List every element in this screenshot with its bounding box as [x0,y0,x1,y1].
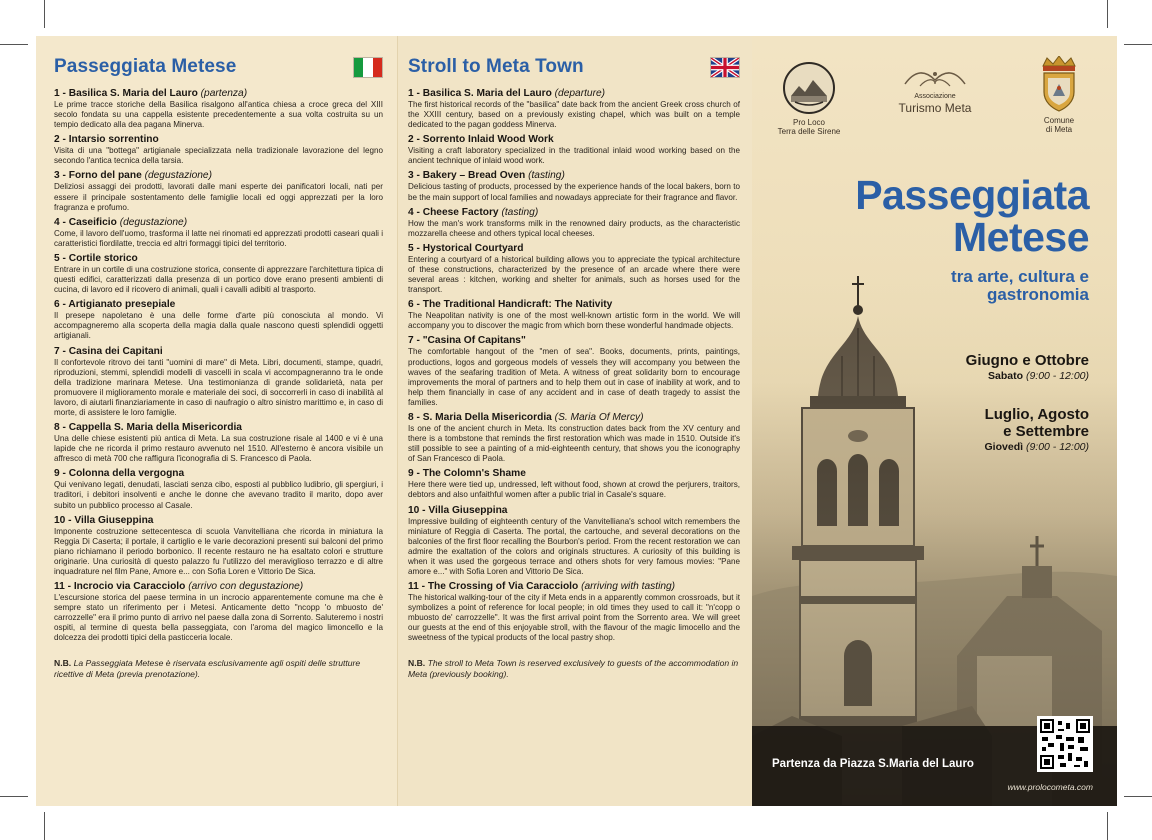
cover-title: Passeggiata Metese [855,172,1089,260]
website-link[interactable]: www.prolocometa.com [1007,782,1093,792]
route-stop-description: Is one of the ancient church in Meta. Its construction dates back from the XV century and there is a tombstone that reminds the first restoration which was made in 1510. Outside it's still possible to see a painting of a mid-eighteenth century, that shows you the iconography of San Francesco di Paola. [408,423,740,464]
english-note: N.B. The stroll to Meta Town is reserved exclusively to guests of the accommodation in Meta (previously booking). [408,657,739,679]
route-stop-title: 9 - Colonna della vergogna [54,468,185,480]
route-stop [54,88,383,130]
route-stop-title: 10 - Villa Giuseppina [54,514,154,526]
route-stop [54,134,383,166]
crop-mark [44,812,45,840]
route-stop-description: Una delle chiese esistenti più antica di Meta. La sua costruzione risale al 1400 e vi è una lapide che ne ricorda il primo restauro avvenuto nel 1510. All'esterno è ancora visibile un affresco di metà 700 che raffigura l'iconografia di S. Francesco di Paola. [54,434,383,464]
uk-flag-icon [710,57,740,78]
proloco-logo: Pro Loco Terra delle Sirene [774,62,844,136]
route-stop-description: Il confortevole ritrovo dei tanti "uomini di mare" di Meta. Libri, documenti, stampe, quadri, riproduzioni, stemmi, splendidi modelli di vascelli in scala vi accompagneranno tra le onde della tradizione marinara Metese. Una testimonianza di grande solidarietà, nata per promuovere il miglioramento morale e materiale dei soci, di soccorrerli in caso di inabilità al lavoro, di aiutarli finanziariamente in caso di naufragio o altro sinistro marittimo e, in caso di morte, di assistere le loro famiglie. [54,357,383,417]
crop-mark [1124,796,1152,797]
route-stop-title: 1 - Basilica S. Maria del Lauro (departure) [408,88,606,99]
cover-panel [752,36,1117,806]
route-stop-description: Impressive building of eighteenth century of the Vanvitelliana's school witch remembers the miniature of Reggia di Caserta. The portal, the cartouche, and several decorations on the balconies of the first floor recalling the Bourbon's period. From the recent restoration we can admire the exaltation of the colors and originals structures. A curiosity of this building is when it was used the gorgeous terrace and others shots for very famous movies: "Pane amore e..." with Sofia Loren and Vittorio De Sica. [408,516,740,576]
route-stop-title: 5 - Cortile storico [54,252,138,264]
route-stop-description: Imponente costruzione settecentesca di scuola Vanvitelliana che ricorda in miniatura la Reggia Di Caserta; il portale, il cartiglio e le varie decorazioni presenti sui balconi del primo piano richiamano il periodo borbonico. Il recente restauro ne ha esaltato colori e strutture originarie. Una curiosità di questo palazzo fu l'utilizzo del meraviglioso terrazzo e di altre inquadrature nel film Pane, Amore e... con Sofia Loren e Vittorio De Sica. [54,526,383,576]
english-title: Stroll to Meta Town [408,56,584,77]
italian-header [54,50,383,84]
comune-logo: Comune di Meta [1028,56,1090,134]
route-stop [408,170,740,202]
route-stop-description: Delicious tasting of products, processed by the experience hands of the local bakers, born to be the main support of local families and nowadays appreciate for their fragrance and flavor. [408,182,740,202]
ornament-icon [900,68,970,90]
italian-column [36,36,398,806]
route-stop-title: 11 - The Crossing of Via Caracciolo (arriving with tasting) [408,581,676,593]
route-stop [408,468,740,500]
crop-mark [1124,44,1152,45]
route-stop-title: 8 - Cappella S. Maria della Misericordia [54,422,242,434]
route-stop-title: 3 - Forno del pane (degustazione) [54,170,212,182]
route-stop [54,170,383,212]
route-stop-description: L'escursione storica del paese termina in un incrocio apparentemente comune ma che è sempre stato un riferimento per i Metesi. Anticamente detto "ncopp 'o mbuosto de' carrozzelle" era il primo punto di arrivo nel paese dalla zona di Sorrento. Saluteremo i nostri ospiti, al termine di questa bella passeggiata, con l'aroma del magico limoncello e la dolcezza dei prodotti tipici della pasticceria locale. [54,593,383,643]
route-stop-title: 9 - The Colomn's Shame [408,468,526,480]
route-stop-description: Come, il lavoro dell'uomo, trasforma il latte nei rinomati ed apprezzati prodotti caseari quali i caratteristici fiordilatte, treccia ed altri formaggi tipici del territorio. [54,228,383,248]
associazione-logo: Associazione Turismo Meta [890,68,980,115]
english-column [398,36,752,806]
route-stop [54,346,383,419]
route-stop [408,207,740,239]
route-stop-title: 6 - The Traditional Handicraft: The Nativity [408,299,613,311]
schedule-june-october: Giugno e Ottobre Sabato (9:00 - 12:00) [965,352,1089,382]
route-stop-title: 3 - Bakery – Bread Oven (tasting) [408,170,565,182]
route-stop [408,243,740,295]
route-stop-description: Entering a courtyard of a historical building allows you to appreciate the typical architecture of these constructions, characterized by the presence of an arcade where there were several areas : kitchen, working and shelter for animals, such as horses used for the transport. [408,254,740,295]
route-stop [408,88,740,130]
route-stop-description: Entrare in un cortile di una costruzione storica, consente di apprezzare l'architettura tipica di questi edifici, caratterizzati dalla presenza di un portico dove erano presenti ambienti di cucina, di lavoro ed il ricovero di animali, quali i cavalli adibiti al trasporto. [54,264,383,295]
route-stop-title: 1 - Basilica S. Maria del Lauro (partenza) [54,88,248,99]
english-item-list [408,88,740,644]
italian-flag-icon [353,57,383,78]
route-stop-description: Here there were tied up, undressed, left without food, shown at crowd the perjurers, traitors, debtors and also unfaithful women after a public trial in Casale's square. [408,480,740,500]
route-stop-description: The historical walking-tour of the city if Meta ends in a apparently common crossroads, but it symbolizes a point of reference for local people; in old times they used to call it: "n'copp o mbuosto de' carrozzelle". It was the first arrival point from the Sorrento area. We will greet our guests at the end of this enjoyable stroll, with the flavour of the magic limocello and the sweetness of the typical products of the local pastry shop. [408,593,740,643]
route-stop-description: The Neapolitan nativity is one of the most well-known artistic form in the world. We will accompany you to discover the magic from which born these wonderful handmade objects. [408,311,740,331]
italian-title: Passeggiata Metese [54,56,237,77]
route-stop [408,134,740,166]
route-stop-title: 8 - S. Maria Della Misericordia (S. Maria Of Mercy) [408,411,644,423]
route-stop-description: The comfortable hangout of the "men of sea". Books, documents, prints, paintings, productions, logos and gorgeous models of vessels they will accompany you between the waves of the seafaring tradition of Meta. A witness of great solidarity born to encourage improvements the moral of partners and to help them out in case of inability at work, and to help them financially in case of any accident and in case of death tragedy to assist the families. [408,347,740,407]
crop-mark [44,0,45,28]
route-stop-description: Deliziosi assaggi dei prodotti, lavorati dalle mani esperte dei panificatori locali, nati per essere il principale sostentamento delle famiglie locali ed oggi apprezzati per la loro fragranza e profumo. [54,182,383,212]
route-stop-title: 6 - Artigianato presepiale [54,299,176,311]
italian-note: N.B. La Passeggiata Metese è riservata esclusivamente agli ospiti delle strutture ricettive di Meta (previa prenotazione). [54,657,361,679]
route-stop-title: 2 - Sorrento Inlaid Wood Work [408,134,554,146]
cover-subtitle: tra arte, cultura e gastronomia [951,267,1089,304]
route-stop [408,335,740,408]
route-stop-title: 4 - Caseificio (degustazione) [54,216,188,228]
route-stop [54,515,383,577]
brochure-sheet [36,36,1117,806]
route-stop [54,299,383,341]
route-stop-description: Visiting a craft laboratory specialized in the traditional inlaid wood working based on the ancient technique of inlaid wood work. [408,146,740,166]
route-stop-description: How the man's work transforms milk in the renowned dairy products, as the characteristic mozzarella cheese and others typical local cheeses. [408,218,740,238]
route-stop-title: 2 - Intarsio sorrentino [54,134,159,146]
route-stop [408,412,740,464]
english-header [408,50,740,84]
route-stop [408,299,740,331]
route-stop [54,581,383,643]
route-stop-title: 7 - "Casina Of Capitans" [408,335,526,347]
route-stop-description: Le prime tracce storiche della Basilica risalgono all'antica chiesa a croce greca del XIII secolo fondata su una cappella esistente precedentemente a sua volta costruita su un tempio dedicato alla dea pagana Minerva. [54,100,383,130]
crop-mark [1107,812,1108,840]
crop-mark [1107,0,1108,28]
route-stop-title: 11 - Incrocio via Caracciolo (arrivo con degustazione) [54,581,304,593]
route-stop [54,468,383,510]
route-stop-title: 7 - Casina dei Capitani [54,345,163,357]
route-stop-title: 4 - Cheese Factory (tasting) [408,206,539,218]
route-stop [54,422,383,464]
departure-text: Partenza da Piazza S.Maria del Lauro [772,758,974,770]
crop-mark [0,44,28,45]
route-stop [408,505,740,578]
route-stop-description: The first historical records of the "basilica" date back from the ancient Greek cross church of the XXIII century, based on a previously existing chapel, which was built on a temple dedicated to the pagan goddess Minerva. [408,100,740,130]
crop-mark [0,796,28,797]
logo-row [752,56,1117,166]
qr-code-icon[interactable] [1037,716,1093,772]
schedule-july-september: Luglio, Agosto e Settembre Giovedì (9:00 - 12:00) [984,406,1089,453]
route-stop [54,253,383,295]
coat-of-arms-icon [1039,56,1079,112]
route-stop [54,217,383,249]
route-stop-description: Qui venivano legati, denudati, lasciati senza cibo, esposti al pubblico ludibrio, gli spergiuri, i traditori, i debitori insolventi e anche le donne che avevano tradito il marito, dopo aver subito un pubblico processo al Casale. [54,480,383,510]
italian-item-list [54,88,383,644]
proloco-emblem-icon [783,62,835,114]
route-stop-title: 5 - Hystorical Courtyard [408,242,524,254]
route-stop-title: 10 - Villa Giuseppina [408,504,508,516]
route-stop [408,581,740,643]
route-stop-description: Visita di una "bottega" artigianale specializzata nella tradizionale lavorazione del legno secondo l'antica tecnica della tarsia. [54,146,383,166]
route-stop-description: Il presepe napoletano è una delle forme d'arte più conosciuta al mondo. Vi accompagneremo alla scoperta della magia dalla quale nascono questi splendidi oggetti artigianali. [54,311,383,341]
